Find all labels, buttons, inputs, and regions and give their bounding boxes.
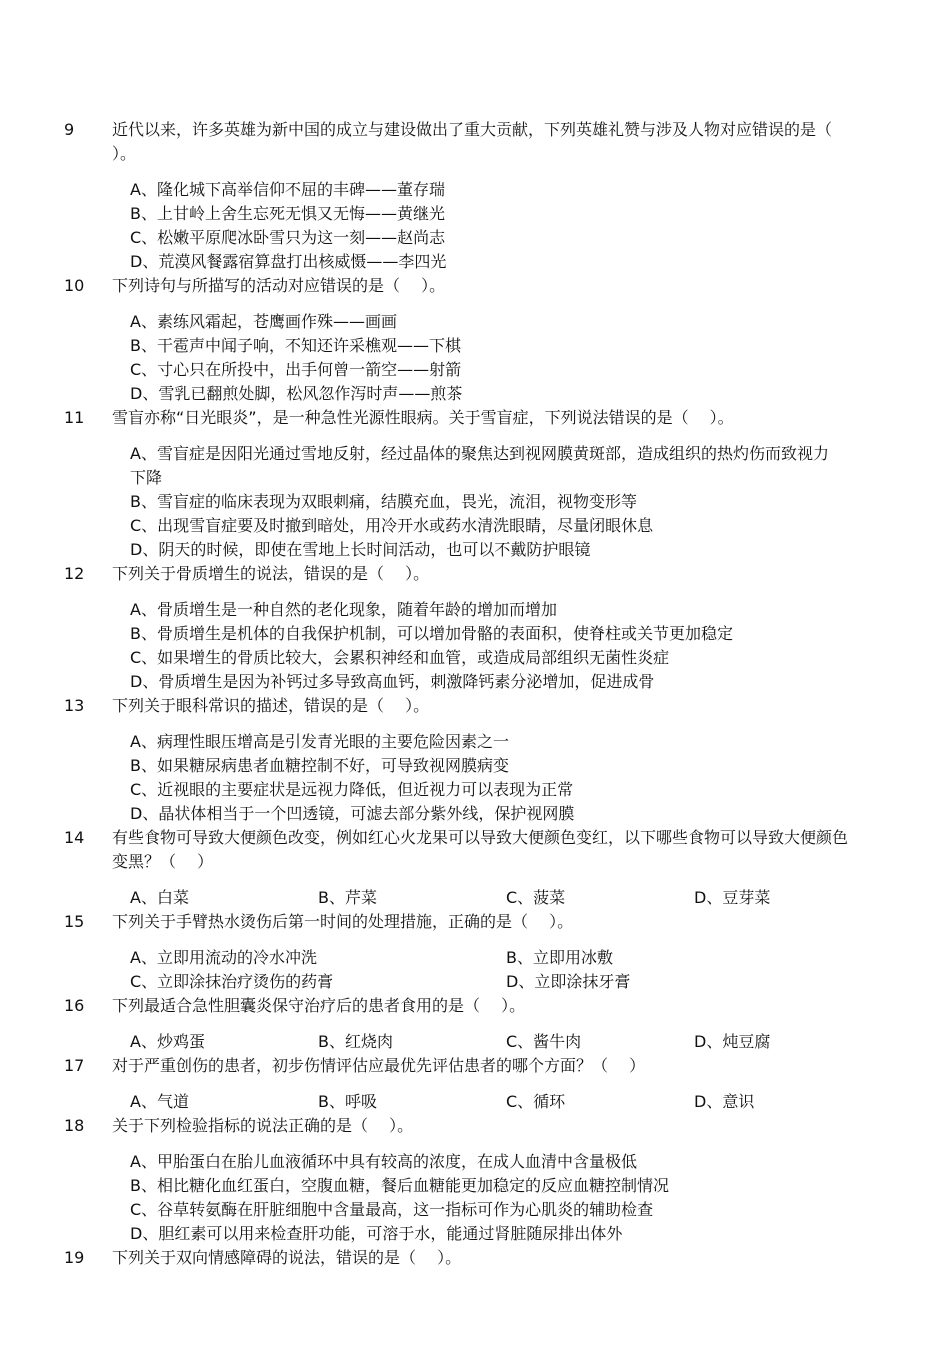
question-text: 下列关于骨质增生的说法，错误的是（ ）。: [112, 564, 430, 583]
question-text: 雪盲亦称“日光眼炎”，是一种急性光源性眼病。关于雪盲症，下列说法错误的是（ ）。: [112, 408, 734, 427]
question-text: 下列诗句与所描写的活动对应错误的是（ ）。: [112, 276, 446, 295]
option-a: A、甲胎蛋白在胎儿血液循环中具有较高的浓度，在成人血清中含量极低: [130, 1152, 637, 1171]
option-a: A、雪盲症是因阳光通过雪地反射，经过晶体的聚焦达到视网膜黄斑部，造成组织的热灼伤而致视力下降: [130, 444, 829, 487]
question-text: 下列关于手臂热水烫伤后第一时间的处理措施，正确的是（ ）。: [112, 912, 574, 931]
option-a: A、骨质增生是一种自然的老化现象，随着年龄的增加而增加: [130, 600, 557, 619]
options-15: [130, 946, 850, 994]
option-a: A、素练风霜起，苍鹰画作殊——画画: [130, 312, 397, 331]
question-text: 下列最适合急性胆囊炎保守治疗后的患者食用的是（ ）。: [112, 996, 526, 1015]
option-a: A、气道: [130, 1092, 189, 1111]
question-number: 18: [64, 1116, 85, 1135]
option-d: D、雪乳已翻煎处脚，松风忽作泻时声——煎茶: [130, 384, 463, 403]
option-d: D、荒漠风餐露宿算盘打出核威慑——李四光: [130, 252, 447, 271]
question-number: 16: [64, 996, 85, 1015]
options-9: [130, 178, 850, 274]
question-text: 关于下列检验指标的说法正确的是（ ）。: [112, 1116, 414, 1135]
option-c: C、酱牛肉: [506, 1032, 582, 1051]
option-d: D、晶状体相当于一个凹透镜，可滤去部分紫外线，保护视网膜: [130, 804, 575, 823]
options-18: [130, 1150, 850, 1246]
option-b: B、雪盲症的临床表现为双眼刺痛，结膜充血，畏光，流泪，视物变形等: [130, 492, 637, 511]
option-c: C、谷草转氨酶在肝脏细胞中含量最高，这一指标可作为心肌炎的辅助检查: [130, 1200, 654, 1219]
option-b: B、芹菜: [318, 888, 377, 907]
options-13: [130, 730, 850, 826]
option-c: C、立即涂抹治疗烫伤的药膏: [130, 972, 334, 991]
option-b: B、如果糖尿病患者血糖控制不好，可导致视网膜病变: [130, 756, 509, 775]
question-number: 9: [64, 120, 75, 139]
option-a: A、白菜: [130, 888, 189, 907]
option-b: B、红烧肉: [318, 1032, 393, 1051]
question-text: 对于严重创伤的患者，初步伤情评估应最优先评估患者的哪个方面？（ ）: [112, 1056, 646, 1075]
question-number: 19: [64, 1248, 85, 1267]
option-b: B、相比糖化血红蛋白，空腹血糖，餐后血糖能更加稳定的反应血糖控制情况: [130, 1176, 669, 1195]
option-a: A、病理性眼压增高是引发青光眼的主要危险因素之一: [130, 732, 509, 751]
option-c: C、松嫩平原爬冰卧雪只为这一刻——赵尚志: [130, 228, 446, 247]
question-text: 有些食物可导致大便颜色改变，例如红心火龙果可以导致大便颜色变红，以下哪些食物可以导致大便颜色变黑？（ ）: [112, 828, 849, 871]
option-d: D、阴天的时候，即使在雪地上长时间活动，也可以不戴防护眼镜: [130, 540, 591, 559]
option-b: B、上甘岭上舍生忘死无惧又无悔——黄继光: [130, 204, 445, 223]
option-b: B、呼吸: [318, 1092, 377, 1111]
question-text: 下列关于眼科常识的描述，错误的是（ ）。: [112, 696, 430, 715]
option-a: A、炒鸡蛋: [130, 1032, 205, 1051]
options-10: [130, 310, 850, 406]
option-b: B、干雹声中闻子响，不知还许采樵观——下棋: [130, 336, 461, 355]
question-number: 17: [64, 1056, 85, 1075]
options-14: [130, 886, 850, 910]
option-c: C、近视眼的主要症状是远视力降低，但近视力可以表现为正常: [130, 780, 574, 799]
question-number: 10: [64, 276, 85, 295]
options-16: [130, 1030, 850, 1054]
option-c: C、循环: [506, 1092, 566, 1111]
options-17: [130, 1090, 850, 1114]
question-number: 12: [64, 564, 85, 583]
question-text: 下列关于双向情感障碍的说法，错误的是（ ）。: [112, 1248, 462, 1267]
option-c: C、寸心只在所投中，出手何曾一箭空——射箭: [130, 360, 462, 379]
question-number: 14: [64, 828, 85, 847]
question-number: 11: [64, 408, 85, 427]
question-number: 15: [64, 912, 85, 931]
options-11: [130, 442, 850, 562]
question-number: 13: [64, 696, 85, 715]
option-d: D、炖豆腐: [694, 1032, 771, 1051]
option-d: D、骨质增生是因为补钙过多导致高血钙，刺激降钙素分泌增加，促进成骨: [130, 672, 655, 691]
option-d: D、胆红素可以用来检查肝功能，可溶于水，能通过肾脏随尿排出体外: [130, 1224, 623, 1243]
options-12: [130, 598, 850, 694]
option-d: D、豆芽菜: [694, 888, 771, 907]
option-d: D、立即涂抹牙膏: [506, 972, 631, 991]
option-c: C、出现雪盲症要及时撤到暗处，用冷开水或药水清洗眼睛，尽量闭眼休息: [130, 516, 654, 535]
option-b: B、骨质增生是机体的自我保护机制，可以增加骨骼的表面积，使脊柱或关节更加稳定: [130, 624, 733, 643]
option-c: C、菠菜: [506, 888, 566, 907]
option-d: D、意识: [694, 1092, 755, 1111]
option-a: A、立即用流动的冷水冲洗: [130, 948, 317, 967]
option-b: B、立即用冰敷: [506, 948, 613, 967]
option-a: A、隆化城下高举信仰不屈的丰碑——董存瑞: [130, 180, 445, 199]
question-text: 近代以来，许多英雄为新中国的成立与建设做出了重大贡献，下列英雄礼赞与涉及人物对应错误的是（ ）。: [112, 120, 854, 163]
option-c: C、如果增生的骨质比较大，会累积神经和血管，或造成局部组织无菌性炎症: [130, 648, 670, 667]
